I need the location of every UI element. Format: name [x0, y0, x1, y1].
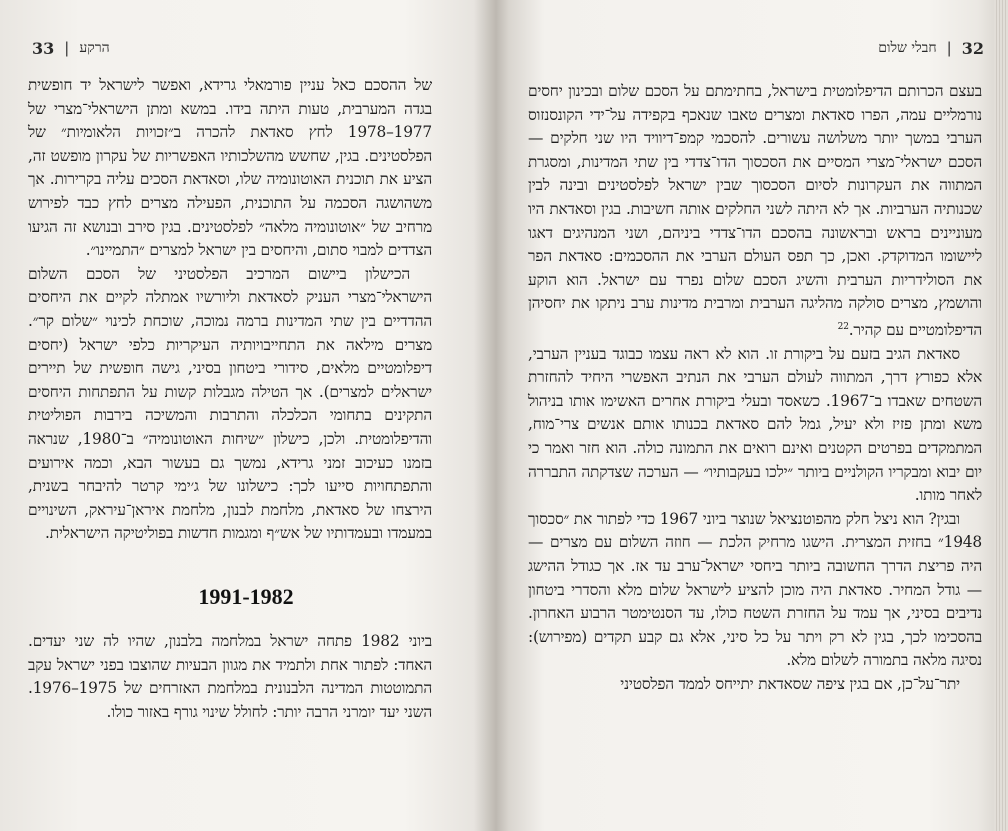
- right-page: [500, 0, 1008, 831]
- paragraph: [528, 343, 982, 508]
- chapter-heading: 1991-1982: [198, 584, 294, 609]
- paragraph-text: בעצם הכרותם הדיפלומטית בישראל, בחתימתם על הסכם שלום ובכינון יחסים נורמליים עמה, הפרו סאדאת ומצרים טאבו שנאכף בקפידה על־ידי הקונסנזוס הערבי במשך יותר משלושה עשורים. להסכמי קמפ־דיוויד היו שני חלקים — הסכם ישראלי־מצרי המסיים את הסכסוך הדו־צדדי בין שתי המדינות, ומסגרת המתווה את העקרונות לסיום הסכסוך שבין ישראל לפלסטינים ובינה לבין שכנותיה הערביות. אך לא היתה לשני החלקים אותה חשיבות. בגין וסאדאת היו מעוניינים בראש ובראשונה בהסכם הדו־צדדי ביניהם, ושני המנהיגים דאגו ליישומו המדוקדק. ואכן, כך תפס העולם הערבי את ההסכמים: סאדאת הפר את הסולידריות הערבית והשיג הסכם שלום נפרד עם ישראל. הוא הוקע והושמץ, מצרים סולקה מהליגה הערבית ומרבית מדינות ערב ניתקו את יחסיהן הדיפלומטיים עם קהיר.: [528, 82, 982, 340]
- paragraph: [528, 508, 982, 673]
- page-edge: [994, 0, 1008, 831]
- paragraph-text: סאדאת הגיב בזעם על ביקורת זו. הוא לא ראה עצמו כבוגד בעניין הערבי, אלא כפורץ דרך, המתווה לעולם הערבי את הנתיב האפשרי היחיד להחזרת השטחים שאבדו ב־1967. כשאסד ובעלי ביקורת אחרים האשימו אותו בניהול משא ומתן פזיז ולא יעיל, גמל להם סאדאת בכנותו אותם אנשים צרי־מוח, המתמקדים בפרטים הקטנים ואינם רואים את התמונה כולה. הוא חזר ואמר כי יום יבוא ומבקריו הקולניים ביותר ״ילכו בעקבותיו״ — הערכה שצדקתה התבררה לאחר מותו.: [528, 344, 982, 505]
- paragraph: [528, 80, 982, 343]
- header-separator: |: [946, 39, 952, 57]
- left-body-text-bottom: [28, 630, 432, 724]
- footnote-marker: 22: [837, 321, 849, 332]
- paragraph: ביוני 1982 פתחה ישראל במלחמה בלבנון, שהיו לה שני יעדים. האחד: לפתור אחת ולתמיד את מגוון הבעיות שהוצבו בפני ישראל עקב התמוטטות המדינה הלבנונית במלחמת האזרחים של 1975–1976. השני יעד יומרני הרבה יותר: לחולל שינוי גורף באזור כולו.: [28, 632, 433, 721]
- paragraph: הכישלון ביישום המרכיב הפלסטיני של הסכם השלום הישראלי־מצרי העניק לסאדאת וליורשיו אמתלה לקיים את היחסים ההדדיים בין שתי המדינות ברמה נמוכה, שוכחת לכינוי ״שלום קר״. מצרים מילאה את התחייבויותיה העיקריות כלפי ישראל (יחסים דיפלומטיים מלאים, סידורי ביטחון בסיני, גישה חופשית של תיירים ישראלים למצרים). אך הטילה מגבלות קשות על התפתחות היחסים התקינים בתחומי הכלכלה והתרבות והמשיכה בירבות הפוליטית והדיפלומטית. ולכן, כישלון ״שיחות האוטונומיה״ ב־1980, שנראה בזמנו כעיכוב זמני גרידא, נמשך גם בעשור הבא, וכמה אירועים והתפתחויות סייעו לכך: כישלונו של ג׳ימי קרטר להיבחר בשנית, הירצחו של סאדאת, מלחמת לבנון, מלחמת איראן־עיראק, השינויים במעמדו ובעמדותיו של אש״ף ומגמות חדשות בפוליטיקה הישראלית.: [28, 264, 432, 543]
- left-page-header: [32, 38, 452, 58]
- left-page-number: 33: [32, 38, 55, 58]
- paragraph-text: ובגין? הוא ניצל חלק מהפוטנציאל שנוצר ביוני 1967 כדי לפתור את ״סכסוך 1948״ בחזית המצרית. הישגו מרחיק הלכת — חוזה השלום עם מצרים — היה פריצת הדרך החשובה ביותר ביחסי ישראל־ערב עד אז. אך כגודל ההישג — גודל המחיר. סאדאת היה מוכן להציע לישראל שלום מלא והסדרי ביטחון נדיבים בסיני, אך עמד על החזרת השטח כולו, עד הסנטימטר הרבוע האחרון. בהסכימו לכך, בגין לא רק ויתר על כל סיני, אלא גם קבע תקדים (מפירוש): נסיגה מלאה בתמורה לשלום מלא.: [528, 509, 982, 670]
- right-running-title: חבלי שלום: [878, 39, 937, 56]
- left-running-title: הרקע: [79, 39, 110, 56]
- paragraph: [528, 673, 982, 697]
- right-page-number: 32: [961, 38, 984, 58]
- left-body-text-top: [28, 74, 432, 546]
- paragraph: של ההסכם כאל עניין פורמאלי גרידא, ואפשר לישראל יד חופשית בגדה המערבית, טעות היתה בידו. במשא ומתן הישראלי־מצרי של 1977–1978 לחץ סאדאת להכרה ב״זכויות הלאומיות״ של הפלסטינים. בגין, שחשש מהשלכותיו האפשריות של עקרון מופשט זה, הציע את תוכנית האוטונומיה שלו, וסאדאת הסכים עליה בקרירות. אך משהושגה הסכמה על התוכנית, הפעילה מצרים לחץ כבד לפירוש מרחיב של ״אוטונומיה מלאה״ לפלסטינים. בגין סירב ובנושא זה הגיעו הצדדים למבוי סתום, והיחסים בין ישראל למצרים ״התמיינו״.: [28, 76, 432, 260]
- right-page-header: [528, 38, 984, 58]
- header-separator: |: [64, 39, 70, 57]
- left-page: [0, 0, 492, 831]
- right-body-text: [528, 80, 982, 697]
- paragraph-text: יתר־על־כן, אם בגין ציפה שסאדאת יתייחס לממד הפלסטיני: [620, 674, 960, 693]
